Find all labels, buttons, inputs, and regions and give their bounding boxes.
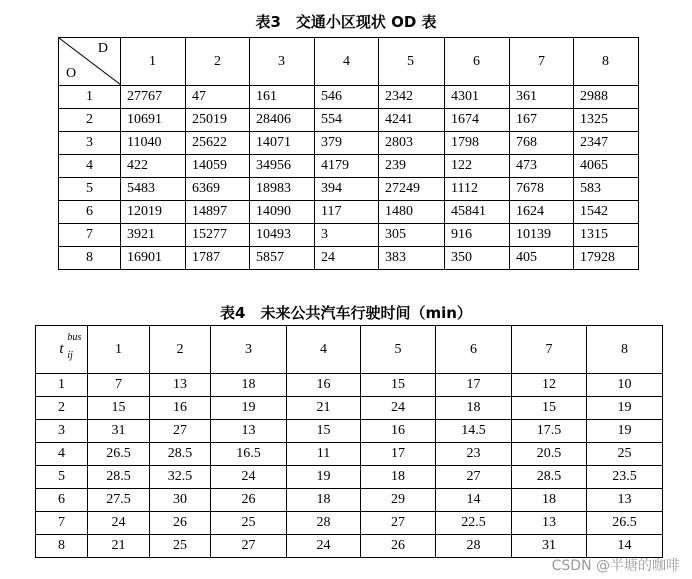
table-cell: 10 (587, 374, 663, 397)
table-cell: 25 (211, 512, 287, 535)
table-cell: 4241 (379, 109, 445, 132)
table-cell: 27 (150, 420, 211, 443)
table-cell: 19 (587, 420, 663, 443)
table-cell: 18 (436, 397, 512, 420)
table-cell: 31 (88, 420, 150, 443)
table-cell: 1624 (510, 201, 574, 224)
table-cell: 23.5 (587, 466, 663, 489)
table-row (59, 201, 639, 224)
table-cell: 14.5 (436, 420, 512, 443)
row-header: 5 (59, 178, 121, 201)
table4-caption: 表4 未来公共汽车行驶时间（min） (220, 304, 472, 322)
row-header: 8 (36, 535, 88, 558)
bus-travel-time-table (35, 325, 663, 558)
row-header: 4 (59, 155, 121, 178)
table-cell: 27 (361, 512, 436, 535)
table-cell: 14 (436, 489, 512, 512)
table-cell: 16 (361, 420, 436, 443)
table-cell: 26 (211, 489, 287, 512)
table-cell: 16 (287, 374, 361, 397)
table-cell: 23 (436, 443, 512, 466)
row-header: 6 (36, 489, 88, 512)
table-cell: 383 (379, 247, 445, 270)
column-header: 6 (445, 38, 510, 86)
column-header: 2 (150, 326, 211, 374)
table-cell: 14 (587, 535, 663, 558)
table-cell: 167 (510, 109, 574, 132)
table-row (36, 443, 663, 466)
symbol-subscript: ij (67, 350, 73, 361)
table-cell: 24 (361, 397, 436, 420)
table3-caption: 表3 交通小区现状 OD 表 (255, 13, 437, 31)
table-cell: 22.5 (436, 512, 512, 535)
travel-time-symbol (59, 332, 82, 361)
table-row (36, 397, 663, 420)
column-header: 4 (287, 326, 361, 374)
row-header: 6 (59, 201, 121, 224)
table-cell: 361 (510, 86, 574, 109)
table-cell: 12 (512, 374, 587, 397)
table-cell: 1674 (445, 109, 510, 132)
table-cell: 18983 (250, 178, 315, 201)
table-cell: 26.5 (587, 512, 663, 535)
table-cell: 17.5 (512, 420, 587, 443)
table-cell: 122 (445, 155, 510, 178)
table-cell: 24 (88, 512, 150, 535)
table-cell: 7678 (510, 178, 574, 201)
table-cell: 239 (379, 155, 445, 178)
column-header: 5 (379, 38, 445, 86)
column-header: 7 (512, 326, 587, 374)
table-cell: 19 (211, 397, 287, 420)
table-cell: 1112 (445, 178, 510, 201)
table-cell: 19 (287, 466, 361, 489)
table-cell: 2347 (574, 132, 639, 155)
table-cell: 25622 (186, 132, 250, 155)
table-cell: 26 (361, 535, 436, 558)
table-row (59, 86, 639, 109)
header-row (36, 326, 663, 374)
table-cell: 13 (211, 420, 287, 443)
table-cell: 10493 (250, 224, 315, 247)
table-cell: 24 (211, 466, 287, 489)
table-cell: 305 (379, 224, 445, 247)
table-cell: 32.5 (150, 466, 211, 489)
table-cell: 27 (211, 535, 287, 558)
table-cell: 28.5 (150, 443, 211, 466)
table-cell: 405 (510, 247, 574, 270)
table-cell: 1480 (379, 201, 445, 224)
table-cell: 3 (315, 224, 379, 247)
table-cell: 16901 (121, 247, 186, 270)
od-table (58, 37, 639, 270)
table-cell: 15277 (186, 224, 250, 247)
table-cell: 28.5 (88, 466, 150, 489)
table-cell: 18 (361, 466, 436, 489)
row-header: 2 (36, 397, 88, 420)
table-cell: 4065 (574, 155, 639, 178)
origin-label: O (66, 66, 77, 81)
table-cell: 25019 (186, 109, 250, 132)
table-cell: 21 (287, 397, 361, 420)
corner-cell (59, 38, 121, 86)
column-header: 7 (510, 38, 574, 86)
table-cell: 2988 (574, 86, 639, 109)
table-cell: 13 (512, 512, 587, 535)
table-cell: 28 (436, 535, 512, 558)
corner-cell (36, 326, 88, 374)
table-row (36, 374, 663, 397)
table-cell: 26.5 (88, 443, 150, 466)
table-cell: 24 (315, 247, 379, 270)
table-cell: 2803 (379, 132, 445, 155)
table-cell: 3921 (121, 224, 186, 247)
table-cell: 10691 (121, 109, 186, 132)
table-cell: 1325 (574, 109, 639, 132)
table-cell: 25 (587, 443, 663, 466)
table-cell: 14897 (186, 201, 250, 224)
table-cell: 5857 (250, 247, 315, 270)
table-row (36, 489, 663, 512)
table-cell: 28406 (250, 109, 315, 132)
table-cell: 34956 (250, 155, 315, 178)
table-cell: 117 (315, 201, 379, 224)
table-cell: 1798 (445, 132, 510, 155)
table-cell: 4179 (315, 155, 379, 178)
table-row (59, 109, 639, 132)
table-cell: 19 (587, 397, 663, 420)
table-cell: 27.5 (88, 489, 150, 512)
table-cell: 31 (512, 535, 587, 558)
table-cell: 28 (287, 512, 361, 535)
table-cell: 7 (88, 374, 150, 397)
row-header: 4 (36, 443, 88, 466)
row-header: 1 (59, 86, 121, 109)
table-cell: 1315 (574, 224, 639, 247)
column-header: 3 (250, 38, 315, 86)
destination-label: D (97, 41, 108, 56)
table-cell: 916 (445, 224, 510, 247)
table-cell: 18 (211, 374, 287, 397)
column-header: 8 (574, 38, 639, 86)
table-cell: 17928 (574, 247, 639, 270)
table-cell: 21 (88, 535, 150, 558)
row-header: 7 (59, 224, 121, 247)
table-cell: 14059 (186, 155, 250, 178)
table-cell: 394 (315, 178, 379, 201)
table-cell: 47 (186, 86, 250, 109)
table-cell: 473 (510, 155, 574, 178)
column-header: 5 (361, 326, 436, 374)
column-header: 6 (436, 326, 512, 374)
table-cell: 422 (121, 155, 186, 178)
column-header: 2 (186, 38, 250, 86)
row-header: 1 (36, 374, 88, 397)
table-cell: 45841 (445, 201, 510, 224)
table-cell: 15 (88, 397, 150, 420)
table-cell: 14090 (250, 201, 315, 224)
symbol-t: t (59, 341, 64, 357)
table-cell: 30 (150, 489, 211, 512)
header-row (59, 38, 639, 86)
table-cell: 546 (315, 86, 379, 109)
table-cell: 27 (436, 466, 512, 489)
table-cell: 1542 (574, 201, 639, 224)
table-cell: 161 (250, 86, 315, 109)
table-cell: 1787 (186, 247, 250, 270)
table-row (36, 512, 663, 535)
symbol-superscript: bus (67, 332, 82, 343)
table-cell: 583 (574, 178, 639, 201)
table-cell: 13 (150, 374, 211, 397)
column-header: 3 (211, 326, 287, 374)
column-header: 4 (315, 38, 379, 86)
column-header: 8 (587, 326, 663, 374)
column-header: 1 (88, 326, 150, 374)
table-cell: 350 (445, 247, 510, 270)
row-header: 3 (59, 132, 121, 155)
table-cell: 20.5 (512, 443, 587, 466)
table-cell: 16.5 (211, 443, 287, 466)
table-cell: 768 (510, 132, 574, 155)
table-row (36, 420, 663, 443)
table-cell: 24 (287, 535, 361, 558)
table-row (59, 155, 639, 178)
table-cell: 11 (287, 443, 361, 466)
table-cell: 17 (436, 374, 512, 397)
table-cell: 11040 (121, 132, 186, 155)
watermark: CSDN @半塘的咖啡 (551, 558, 680, 574)
table-cell: 26 (150, 512, 211, 535)
table-cell: 15 (512, 397, 587, 420)
table-row (59, 224, 639, 247)
table-cell: 15 (361, 374, 436, 397)
table-cell: 5483 (121, 178, 186, 201)
row-header: 7 (36, 512, 88, 535)
table-cell: 379 (315, 132, 379, 155)
table-cell: 16 (150, 397, 211, 420)
column-header: 1 (121, 38, 186, 86)
table-cell: 12019 (121, 201, 186, 224)
table-cell: 25 (150, 535, 211, 558)
table-cell: 18 (512, 489, 587, 512)
table-cell: 554 (315, 109, 379, 132)
row-header: 2 (59, 109, 121, 132)
table-cell: 27249 (379, 178, 445, 201)
table-row (59, 178, 639, 201)
table-cell: 17 (361, 443, 436, 466)
table-cell: 29 (361, 489, 436, 512)
table-cell: 27767 (121, 86, 186, 109)
table-cell: 28.5 (512, 466, 587, 489)
table-cell: 18 (287, 489, 361, 512)
table-row (59, 247, 639, 270)
table-cell: 4301 (445, 86, 510, 109)
table-cell: 13 (587, 489, 663, 512)
table-cell: 14071 (250, 132, 315, 155)
row-header: 3 (36, 420, 88, 443)
table-row (59, 132, 639, 155)
table-cell: 10139 (510, 224, 574, 247)
row-header: 5 (36, 466, 88, 489)
row-header: 8 (59, 247, 121, 270)
table-cell: 6369 (186, 178, 250, 201)
table-cell: 15 (287, 420, 361, 443)
table-cell: 2342 (379, 86, 445, 109)
table-row (36, 466, 663, 489)
